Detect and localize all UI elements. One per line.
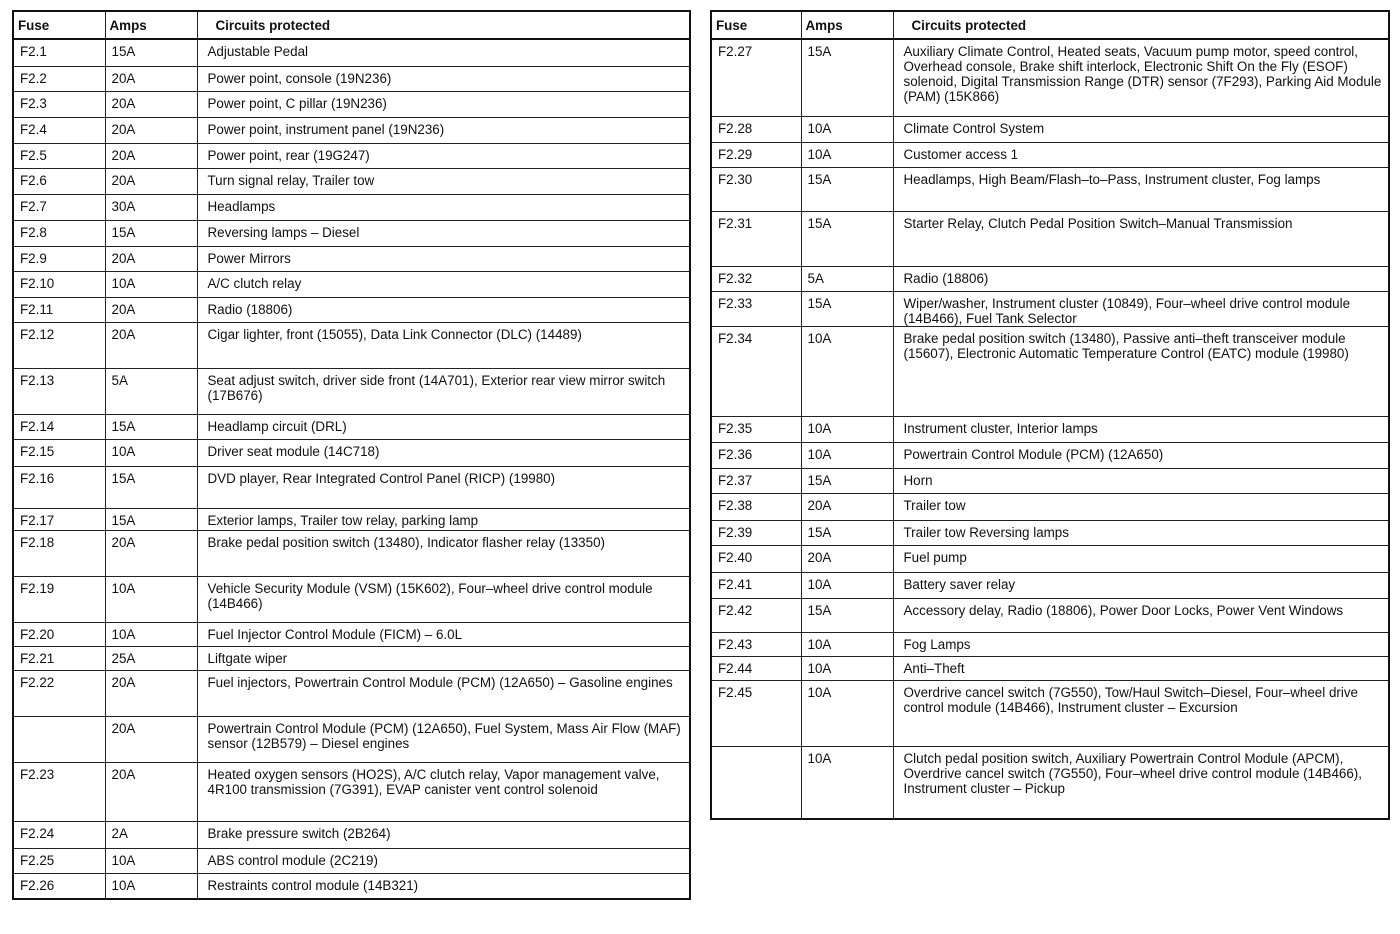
table-row: [13, 168, 690, 194]
fuse-cell: F2.6: [13, 168, 105, 194]
table-row: [13, 39, 690, 66]
fuse-header: Fuse: [711, 11, 801, 39]
fuse-cell: F2.11: [13, 297, 105, 322]
table-row: [13, 670, 690, 716]
fuse-cell: F2.24: [13, 821, 105, 848]
circuit-cell: Anti–Theft: [893, 656, 1389, 680]
amps-cell: 10A: [105, 848, 197, 873]
amps-cell: 15A: [801, 291, 893, 326]
table-row: [13, 322, 690, 368]
table-row: [13, 117, 690, 143]
amps-cell: 15A: [801, 39, 893, 116]
table-row: [711, 598, 1389, 632]
circuit-cell: Overdrive cancel switch (7G550), Tow/Haul Switch–Diesel, Four–wheel drive control module (14B466), Instrument cluster – Excursion: [893, 680, 1389, 746]
table-row: [711, 632, 1389, 656]
amps-cell: 20A: [105, 670, 197, 716]
amps-cell: 15A: [105, 466, 197, 508]
table-row: [13, 66, 690, 91]
circuit-cell: Exterior lamps, Trailer tow relay, parking lamp: [197, 508, 690, 530]
fuse-cell: F2.33: [711, 291, 801, 326]
amps-cell: 20A: [105, 117, 197, 143]
circuit-cell: Power point, rear (19G247): [197, 143, 690, 168]
amps-cell: 15A: [105, 414, 197, 439]
circuit-cell: Battery saver relay: [893, 572, 1389, 598]
header-row: [711, 11, 1389, 39]
fuse-cell: F2.10: [13, 271, 105, 297]
table-row: [13, 576, 690, 622]
fuse-cell: F2.40: [711, 545, 801, 572]
amps-cell: 10A: [801, 326, 893, 416]
circuit-cell: A/C clutch relay: [197, 271, 690, 297]
circuit-cell: Restraints control module (14B321): [197, 873, 690, 899]
fuse-cell: F2.26: [13, 873, 105, 899]
table-row: [13, 646, 690, 670]
amps-cell: 10A: [801, 416, 893, 442]
fuse-cell: F2.39: [711, 520, 801, 545]
fuse-cell: F2.19: [13, 576, 105, 622]
circuit-cell: Brake pressure switch (2B264): [197, 821, 690, 848]
fuse-cell: F2.32: [711, 266, 801, 291]
table-row: [13, 848, 690, 873]
table-row: [13, 762, 690, 821]
circuit-cell: Liftgate wiper: [197, 646, 690, 670]
circuit-cell: Instrument cluster, Interior lamps: [893, 416, 1389, 442]
circuit-cell: Brake pedal position switch (13480), Indicator flasher relay (13350): [197, 530, 690, 576]
amps-cell: 15A: [801, 598, 893, 632]
fuse-cell: F2.22: [13, 670, 105, 716]
fuse-cell: [13, 716, 105, 762]
table-row: [13, 220, 690, 246]
circuit-cell: Turn signal relay, Trailer tow: [197, 168, 690, 194]
amps-cell: 15A: [801, 167, 893, 211]
table-row: [13, 414, 690, 439]
table-row: [13, 439, 690, 466]
header-row: [13, 11, 690, 39]
amps-cell: 5A: [105, 368, 197, 414]
fuse-cell: F2.14: [13, 414, 105, 439]
fuse-cell: F2.3: [13, 91, 105, 117]
amps-cell: 10A: [801, 142, 893, 167]
fuse-cell: F2.13: [13, 368, 105, 414]
fuse-cell: F2.18: [13, 530, 105, 576]
circuit-cell: Fuel pump: [893, 545, 1389, 572]
amps-cell: 20A: [105, 66, 197, 91]
amps-cell: 20A: [801, 545, 893, 572]
amps-cell: 10A: [801, 632, 893, 656]
fuse-cell: F2.23: [13, 762, 105, 821]
amps-cell: 10A: [801, 680, 893, 746]
table-row: [711, 116, 1389, 142]
table-row: [13, 271, 690, 297]
circuit-cell: Adjustable Pedal: [197, 39, 690, 66]
fuse-table-left: [12, 10, 691, 900]
circuit-cell: Horn: [893, 468, 1389, 493]
table-row: [711, 442, 1389, 468]
circuit-cell: Fog Lamps: [893, 632, 1389, 656]
amps-cell: 2A: [105, 821, 197, 848]
table-row: [13, 622, 690, 646]
table-row: [711, 291, 1389, 326]
fuse-cell: F2.4: [13, 117, 105, 143]
fuse-cell: F2.29: [711, 142, 801, 167]
table-row: [711, 468, 1389, 493]
fuse-cell: F2.16: [13, 466, 105, 508]
circuit-cell: DVD player, Rear Integrated Control Panel (RICP) (19980): [197, 466, 690, 508]
fuse-cell: F2.43: [711, 632, 801, 656]
amps-cell: 10A: [801, 116, 893, 142]
fuse-cell: F2.36: [711, 442, 801, 468]
amps-cell: 10A: [105, 576, 197, 622]
fuse-cell: F2.42: [711, 598, 801, 632]
circuit-cell: Fuel injectors, Powertrain Control Module (PCM) (12A650) – Gasoline engines: [197, 670, 690, 716]
amps-cell: 10A: [105, 622, 197, 646]
circuit-cell: Driver seat module (14C718): [197, 439, 690, 466]
amps-cell: 20A: [105, 168, 197, 194]
amps-cell: 15A: [801, 468, 893, 493]
circuit-cell: Powertrain Control Module (PCM) (12A650): [893, 442, 1389, 468]
circuits-header: Circuits protected: [197, 11, 690, 39]
table-row: [13, 716, 690, 762]
circuit-cell: Radio (18806): [197, 297, 690, 322]
amps-header: Amps: [105, 11, 197, 39]
circuit-cell: Starter Relay, Clutch Pedal Position Switch–Manual Transmission: [893, 211, 1389, 266]
circuit-cell: Climate Control System: [893, 116, 1389, 142]
fuse-cell: F2.30: [711, 167, 801, 211]
amps-cell: 20A: [105, 762, 197, 821]
amps-cell: 10A: [801, 442, 893, 468]
fuse-cell: F2.5: [13, 143, 105, 168]
circuit-cell: Powertrain Control Module (PCM) (12A650), Fuel System, Mass Air Flow (MAF) sensor (12B579) – Diesel engines: [197, 716, 690, 762]
amps-cell: 15A: [105, 39, 197, 66]
table-row: [711, 572, 1389, 598]
amps-header: Amps: [801, 11, 893, 39]
fuse-cell: F2.27: [711, 39, 801, 116]
fuse-cell: F2.21: [13, 646, 105, 670]
fuse-cell: F2.44: [711, 656, 801, 680]
circuit-cell: Power point, instrument panel (19N236): [197, 117, 690, 143]
circuit-cell: Trailer tow Reversing lamps: [893, 520, 1389, 545]
circuit-cell: Heated oxygen sensors (HO2S), A/C clutch relay, Vapor management valve, 4R100 transmission (7G391), EVAP canister vent control solenoid: [197, 762, 690, 821]
table-row: [13, 91, 690, 117]
amps-cell: 20A: [105, 143, 197, 168]
circuit-cell: Headlamps, High Beam/Flash–to–Pass, Instrument cluster, Fog lamps: [893, 167, 1389, 211]
table-row: [13, 530, 690, 576]
amps-cell: 15A: [801, 520, 893, 545]
table-row: [13, 143, 690, 168]
amps-cell: 30A: [105, 194, 197, 220]
circuit-cell: Accessory delay, Radio (18806), Power Door Locks, Power Vent Windows: [893, 598, 1389, 632]
table-row: [711, 167, 1389, 211]
fuse-cell: F2.28: [711, 116, 801, 142]
amps-cell: 25A: [105, 646, 197, 670]
amps-cell: 10A: [801, 746, 893, 819]
table-row: [13, 194, 690, 220]
fuse-cell: F2.2: [13, 66, 105, 91]
fuse-cell: F2.15: [13, 439, 105, 466]
table-row: [13, 368, 690, 414]
circuits-header: Circuits protected: [893, 11, 1389, 39]
fuse-cell: F2.8: [13, 220, 105, 246]
table-row: [13, 466, 690, 508]
fuse-cell: F2.7: [13, 194, 105, 220]
amps-cell: 10A: [105, 873, 197, 899]
fuse-cell: [711, 746, 801, 819]
fuse-cell: F2.20: [13, 622, 105, 646]
circuit-cell: Seat adjust switch, driver side front (14A701), Exterior rear view mirror switch (17B676): [197, 368, 690, 414]
table-row: [711, 680, 1389, 746]
amps-cell: 15A: [105, 508, 197, 530]
amps-cell: 20A: [801, 493, 893, 520]
amps-cell: 15A: [105, 220, 197, 246]
table-row: [711, 520, 1389, 545]
circuit-cell: Customer access 1: [893, 142, 1389, 167]
table-row: [13, 873, 690, 899]
fuse-cell: F2.31: [711, 211, 801, 266]
amps-cell: 20A: [105, 716, 197, 762]
table-row: [13, 821, 690, 848]
circuit-cell: Reversing lamps – Diesel: [197, 220, 690, 246]
table-row: [711, 39, 1389, 116]
table-row: [711, 142, 1389, 167]
circuit-cell: ABS control module (2C219): [197, 848, 690, 873]
table-row: [13, 508, 690, 530]
fuse-header: Fuse: [13, 11, 105, 39]
fuse-cell: F2.38: [711, 493, 801, 520]
circuit-cell: Fuel Injector Control Module (FICM) – 6.0L: [197, 622, 690, 646]
circuit-cell: Brake pedal position switch (13480), Passive anti–theft transceiver module (15607), Electronic Automatic Temperature Control (EATC) module (19980): [893, 326, 1389, 416]
circuit-cell: Trailer tow: [893, 493, 1389, 520]
amps-cell: 20A: [105, 322, 197, 368]
fuse-cell: F2.17: [13, 508, 105, 530]
table-row: [711, 211, 1389, 266]
circuit-cell: Vehicle Security Module (VSM) (15K602), Four–wheel drive control module (14B466): [197, 576, 690, 622]
circuit-cell: Clutch pedal position switch, Auxiliary Powertrain Control Module (APCM), Overdrive cancel switch (7G550), Four–wheel drive control module (14B466), Instrument cluster – Pickup: [893, 746, 1389, 819]
table-row: [711, 656, 1389, 680]
table-row: [13, 297, 690, 322]
table-row: [711, 746, 1389, 819]
amps-cell: 20A: [105, 91, 197, 117]
circuit-cell: Headlamp circuit (DRL): [197, 414, 690, 439]
table-row: [711, 416, 1389, 442]
fuse-cell: F2.34: [711, 326, 801, 416]
amps-cell: 5A: [801, 266, 893, 291]
amps-cell: 15A: [801, 211, 893, 266]
table-row: [13, 246, 690, 271]
amps-cell: 10A: [801, 656, 893, 680]
fuse-cell: F2.45: [711, 680, 801, 746]
fuse-cell: F2.41: [711, 572, 801, 598]
fuse-cell: F2.12: [13, 322, 105, 368]
circuit-cell: Power Mirrors: [197, 246, 690, 271]
circuit-cell: Auxiliary Climate Control, Heated seats, Vacuum pump motor, speed control, Overhead console, Brake shift interlock, Electronic Shift On the Fly (ESOF) solenoid, Digital Transmission Range (DTR) sensor (7F293), Parking Aid Module (PAM) (15K866): [893, 39, 1389, 116]
circuit-cell: Headlamps: [197, 194, 690, 220]
amps-cell: 20A: [105, 297, 197, 322]
circuit-cell: Radio (18806): [893, 266, 1389, 291]
fuse-cell: F2.9: [13, 246, 105, 271]
fuse-cell: F2.1: [13, 39, 105, 66]
table-row: [711, 545, 1389, 572]
fuse-cell: F2.25: [13, 848, 105, 873]
fuse-cell: F2.35: [711, 416, 801, 442]
fuse-cell: F2.37: [711, 468, 801, 493]
amps-cell: 20A: [105, 530, 197, 576]
fuse-table-right: [710, 10, 1390, 820]
table-row: [711, 326, 1389, 416]
amps-cell: 20A: [105, 246, 197, 271]
amps-cell: 10A: [105, 439, 197, 466]
circuit-cell: Wiper/washer, Instrument cluster (10849), Four–wheel drive control module (14B466), Fuel Tank Selector: [893, 291, 1389, 326]
circuit-cell: Cigar lighter, front (15055), Data Link Connector (DLC) (14489): [197, 322, 690, 368]
amps-cell: 10A: [801, 572, 893, 598]
amps-cell: 10A: [105, 271, 197, 297]
circuit-cell: Power point, C pillar (19N236): [197, 91, 690, 117]
circuit-cell: Power point, console (19N236): [197, 66, 690, 91]
table-row: [711, 493, 1389, 520]
table-row: [711, 266, 1389, 291]
